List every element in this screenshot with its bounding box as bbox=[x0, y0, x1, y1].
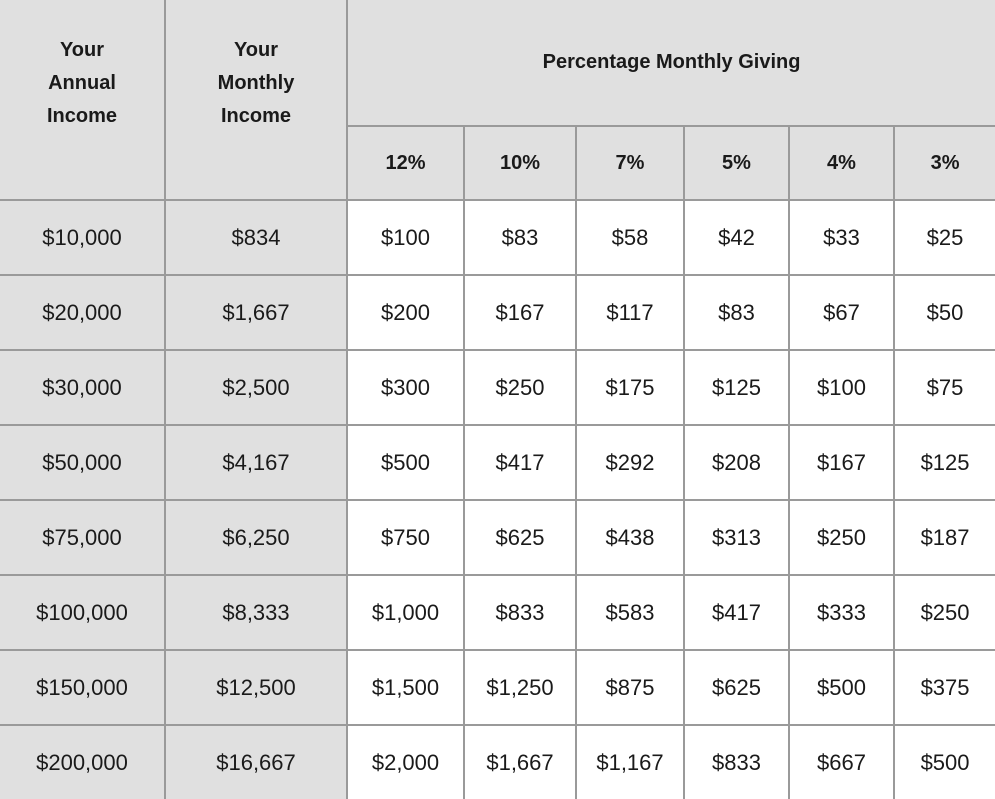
giving-cell: $167 bbox=[464, 275, 576, 350]
giving-cell: $417 bbox=[684, 575, 789, 650]
giving-cell: $1,667 bbox=[464, 725, 576, 799]
monthly-income-cell: $834 bbox=[165, 200, 347, 275]
giving-cell: $1,000 bbox=[347, 575, 464, 650]
giving-cell: $100 bbox=[789, 350, 894, 425]
annual-income-header: Your Annual Income bbox=[0, 0, 165, 200]
giving-cell: $833 bbox=[464, 575, 576, 650]
annual-income-cell: $10,000 bbox=[0, 200, 165, 275]
giving-cell: $833 bbox=[684, 725, 789, 799]
giving-cell: $83 bbox=[684, 275, 789, 350]
giving-cell: $42 bbox=[684, 200, 789, 275]
giving-cell: $1,500 bbox=[347, 650, 464, 725]
giving-cell: $500 bbox=[894, 725, 995, 799]
giving-cell: $83 bbox=[464, 200, 576, 275]
giving-cell: $438 bbox=[576, 500, 684, 575]
annual-income-cell: $20,000 bbox=[0, 275, 165, 350]
table-row bbox=[0, 350, 995, 425]
giving-cell: $313 bbox=[684, 500, 789, 575]
giving-cell: $875 bbox=[576, 650, 684, 725]
giving-cell: $208 bbox=[684, 425, 789, 500]
percentage-header: 10% bbox=[464, 126, 576, 200]
giving-cell: $500 bbox=[789, 650, 894, 725]
table-row bbox=[0, 575, 995, 650]
annual-income-cell: $30,000 bbox=[0, 350, 165, 425]
giving-cell: $75 bbox=[894, 350, 995, 425]
percentage-header: 12% bbox=[347, 126, 464, 200]
monthly-income-cell: $8,333 bbox=[165, 575, 347, 650]
monthly-income-cell: $4,167 bbox=[165, 425, 347, 500]
monthly-income-cell: $1,667 bbox=[165, 275, 347, 350]
giving-cell: $1,250 bbox=[464, 650, 576, 725]
annual-income-cell: $150,000 bbox=[0, 650, 165, 725]
annual-income-cell: $200,000 bbox=[0, 725, 165, 799]
giving-cell: $750 bbox=[347, 500, 464, 575]
percentage-header: 7% bbox=[576, 126, 684, 200]
table-row bbox=[0, 500, 995, 575]
giving-cell: $117 bbox=[576, 275, 684, 350]
giving-cell: $417 bbox=[464, 425, 576, 500]
percentage-header: 4% bbox=[789, 126, 894, 200]
table-row bbox=[0, 650, 995, 725]
percentage-header: 5% bbox=[684, 126, 789, 200]
table-row bbox=[0, 725, 995, 799]
table-row bbox=[0, 200, 995, 275]
monthly-income-cell: $2,500 bbox=[165, 350, 347, 425]
monthly-income-cell: $12,500 bbox=[165, 650, 347, 725]
giving-cell: $250 bbox=[464, 350, 576, 425]
monthly-income-cell: $16,667 bbox=[165, 725, 347, 799]
giving-cell: $33 bbox=[789, 200, 894, 275]
annual-income-cell: $75,000 bbox=[0, 500, 165, 575]
giving-cell: $625 bbox=[684, 650, 789, 725]
giving-cell: $250 bbox=[789, 500, 894, 575]
giving-cell: $583 bbox=[576, 575, 684, 650]
giving-cell: $1,167 bbox=[576, 725, 684, 799]
giving-cell: $100 bbox=[347, 200, 464, 275]
giving-cell: $187 bbox=[894, 500, 995, 575]
giving-cell: $500 bbox=[347, 425, 464, 500]
giving-cell: $50 bbox=[894, 275, 995, 350]
table-body bbox=[0, 200, 995, 799]
table-row bbox=[0, 275, 995, 350]
giving-cell: $667 bbox=[789, 725, 894, 799]
giving-cell: $200 bbox=[347, 275, 464, 350]
giving-cell: $125 bbox=[684, 350, 789, 425]
table-header bbox=[0, 0, 995, 200]
giving-cell: $175 bbox=[576, 350, 684, 425]
giving-cell: $125 bbox=[894, 425, 995, 500]
giving-cell: $625 bbox=[464, 500, 576, 575]
giving-cell: $250 bbox=[894, 575, 995, 650]
percentage-giving-header: Percentage Monthly Giving bbox=[347, 0, 995, 126]
monthly-income-header: Your Monthly Income bbox=[165, 0, 347, 200]
annual-income-cell: $50,000 bbox=[0, 425, 165, 500]
giving-cell: $58 bbox=[576, 200, 684, 275]
giving-cell: $67 bbox=[789, 275, 894, 350]
annual-income-cell: $100,000 bbox=[0, 575, 165, 650]
giving-cell: $292 bbox=[576, 425, 684, 500]
giving-cell: $167 bbox=[789, 425, 894, 500]
percentage-header: 3% bbox=[894, 126, 995, 200]
giving-cell: $25 bbox=[894, 200, 995, 275]
table-row bbox=[0, 425, 995, 500]
giving-cell: $2,000 bbox=[347, 725, 464, 799]
monthly-income-cell: $6,250 bbox=[165, 500, 347, 575]
giving-cell: $333 bbox=[789, 575, 894, 650]
giving-cell: $375 bbox=[894, 650, 995, 725]
giving-cell: $300 bbox=[347, 350, 464, 425]
